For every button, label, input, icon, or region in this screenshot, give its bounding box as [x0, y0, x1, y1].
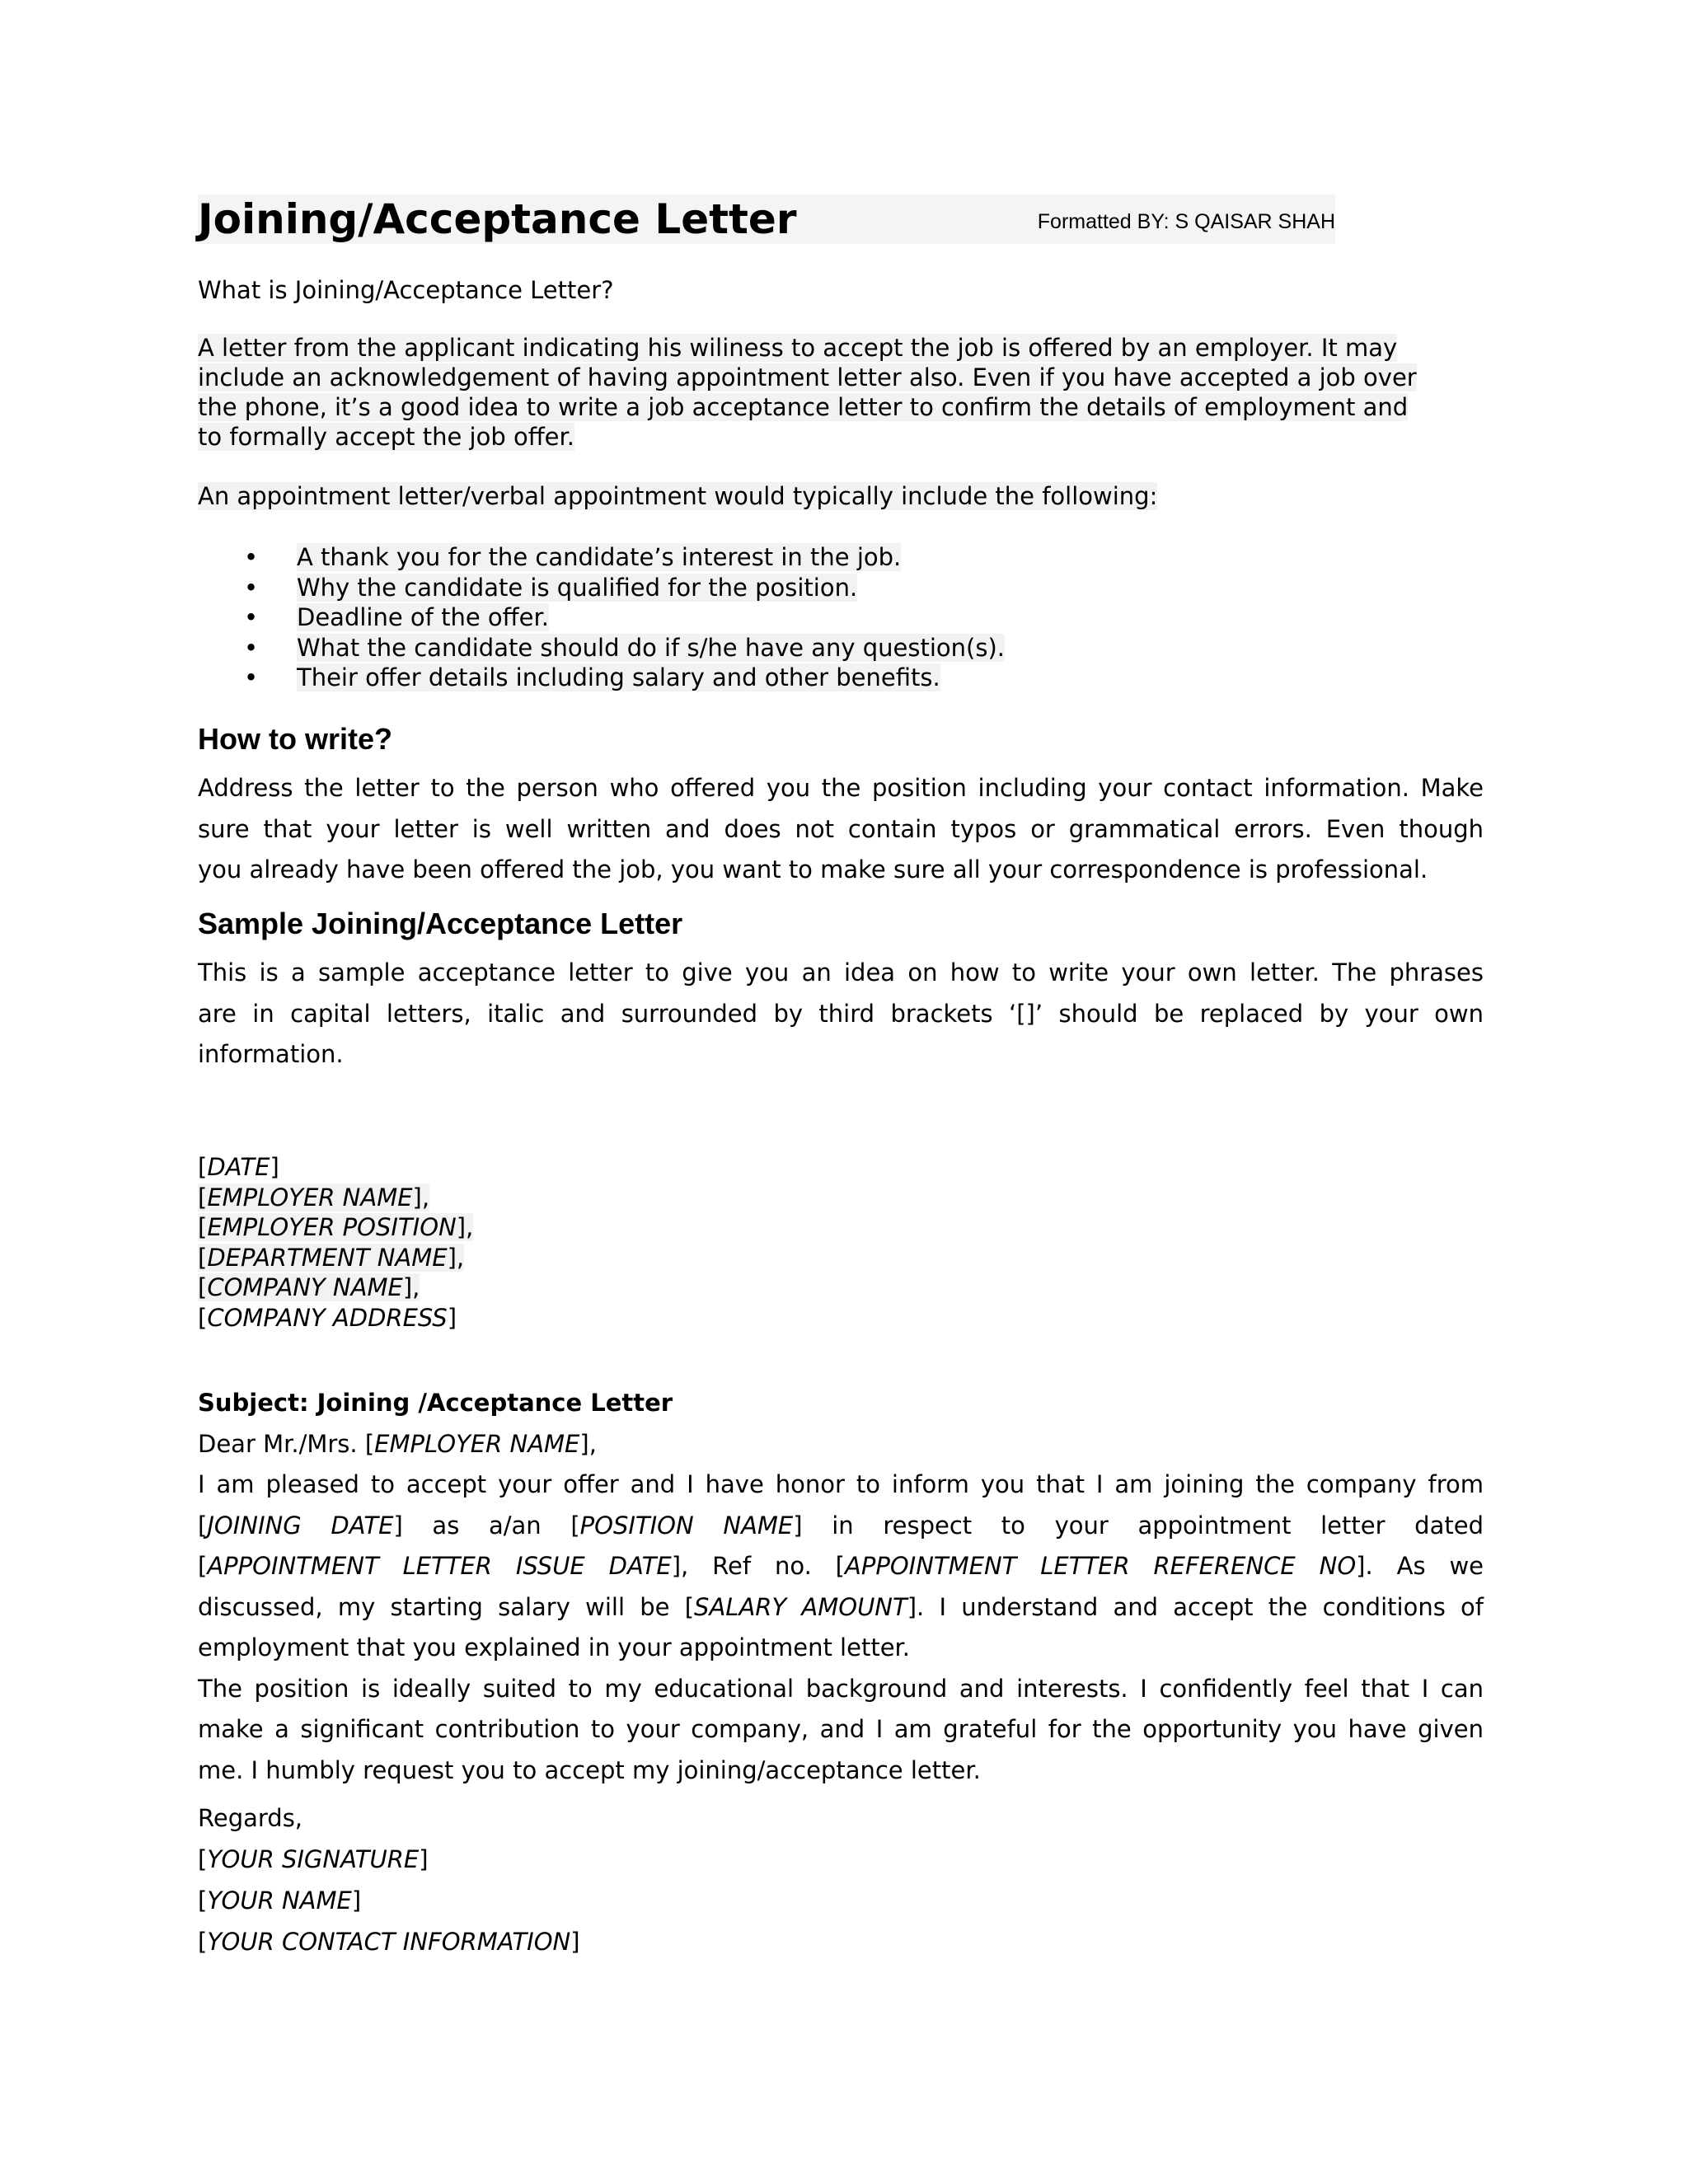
paragraph-line: discussed, my starting salary will be [SALARY AMOUNT]. I understand and accept the conditions of	[198, 1592, 1484, 1621]
letter-subject: Subject: Joining /Acceptance Letter	[198, 1389, 673, 1417]
paragraph-line: Address the letter to the person who offered you the position including your contact information. Make	[198, 774, 1484, 802]
paragraph-line: I am pleased to accept your offer and I have honor to inform you that I am joining the company from	[198, 1470, 1484, 1498]
address-employer-position: [EMPLOYER POSITION],	[198, 1213, 474, 1241]
paragraph-line: The position is ideally suited to my educational background and interests. I confidently feel that I can	[198, 1674, 1484, 1703]
bullet-list	[198, 542, 1005, 693]
how-to-write-heading: How to write?	[198, 722, 392, 756]
sample-letter-heading: Sample Joining/Acceptance Letter	[198, 907, 683, 940]
closing-contact: [YOUR CONTACT INFORMATION]	[198, 1928, 580, 1956]
intro-line: the phone, it’s a good idea to write a job acceptance letter to confirm the details of employment and	[198, 393, 1409, 421]
paragraph-line: me. I humbly request you to accept my joining/acceptance letter.	[198, 1755, 981, 1784]
how-to-write-paragraph	[198, 768, 1484, 891]
intro-line: A letter from the applicant indicating his wiliness to accept the job is offered by an employer. It may	[198, 334, 1398, 362]
document-page	[198, 194, 1484, 1956]
intro-paragraph	[198, 333, 1484, 452]
address-company-address: [COMPANY ADDRESS]	[198, 1303, 457, 1332]
list-item-text: Their offer details including salary and other benefits.	[297, 663, 940, 691]
intro-line: include an acknowledgement of having appointment letter also. Even if you have accepted a job over	[198, 363, 1417, 391]
title-bar	[198, 194, 1335, 244]
list-item	[198, 542, 1005, 573]
list-item-text: Deadline of the offer.	[297, 603, 549, 631]
lead-line	[198, 481, 1157, 511]
list-item-text: What the candidate should do if s/he have any question(s).	[297, 633, 1006, 662]
intro-line: to formally accept the job offer.	[198, 423, 574, 451]
paragraph-line: This is a sample acceptance letter to give you an idea on how to write your own letter. The phrases	[198, 958, 1484, 987]
list-item	[198, 633, 1005, 663]
paragraph-line: make a significant contribution to your company, and I am grateful for the opportunity you have given	[198, 1715, 1484, 1743]
list-item	[198, 663, 1005, 693]
list-item	[198, 573, 1005, 603]
closing-name: [YOUR NAME]	[198, 1886, 362, 1915]
lead-text: An appointment letter/verbal appointment would typically include the following:	[198, 482, 1158, 510]
question-line: What is Joining/Acceptance Letter?	[198, 276, 614, 304]
address-employer-name: [EMPLOYER NAME],	[198, 1183, 430, 1212]
address-date: [DATE]	[198, 1153, 279, 1181]
paragraph-line: [APPOINTMENT LETTER ISSUE DATE], Ref no. [APPOINTMENT LETTER REFERENCE NO]. As we	[198, 1552, 1484, 1580]
sample-intro-paragraph	[198, 953, 1484, 1076]
paragraph-line: employment that you explained in your appointment letter.	[198, 1633, 911, 1661]
letter-salutation: Dear Mr./Mrs. [EMPLOYER NAME],	[198, 1430, 597, 1458]
address-company-name: [COMPANY NAME],	[198, 1273, 420, 1301]
closing-signature: [YOUR SIGNATURE]	[198, 1845, 429, 1873]
list-item-text: A thank you for the candidate’s interest in the job.	[297, 543, 902, 571]
list-item-text: Why the candidate is qualified for the position.	[297, 573, 858, 602]
paragraph-line: information.	[198, 1040, 344, 1068]
page-title: Joining/Acceptance Letter	[198, 195, 797, 243]
formatted-by-credit: Formatted BY: S QAISAR SHAH	[1037, 210, 1335, 233]
letter-body	[198, 1465, 1484, 1791]
paragraph-line: are in capital letters, italic and surrounded by third brackets ‘[]’ should be replaced by your own	[198, 999, 1484, 1028]
recipient-address-block	[198, 1152, 473, 1333]
closing-regards: Regards,	[198, 1804, 303, 1832]
closing-block	[198, 1797, 580, 1962]
address-department-name: [DEPARTMENT NAME],	[198, 1243, 465, 1272]
list-item	[198, 602, 1005, 633]
paragraph-line: [JOINING DATE] as a/an [POSITION NAME] in respect to your appointment letter dated	[198, 1511, 1484, 1540]
paragraph-line: sure that your letter is well written and does not contain typos or grammatical errors. Even though	[198, 814, 1484, 843]
paragraph-line: you already have been offered the job, you want to make sure all your correspondence is professional.	[198, 855, 1428, 883]
